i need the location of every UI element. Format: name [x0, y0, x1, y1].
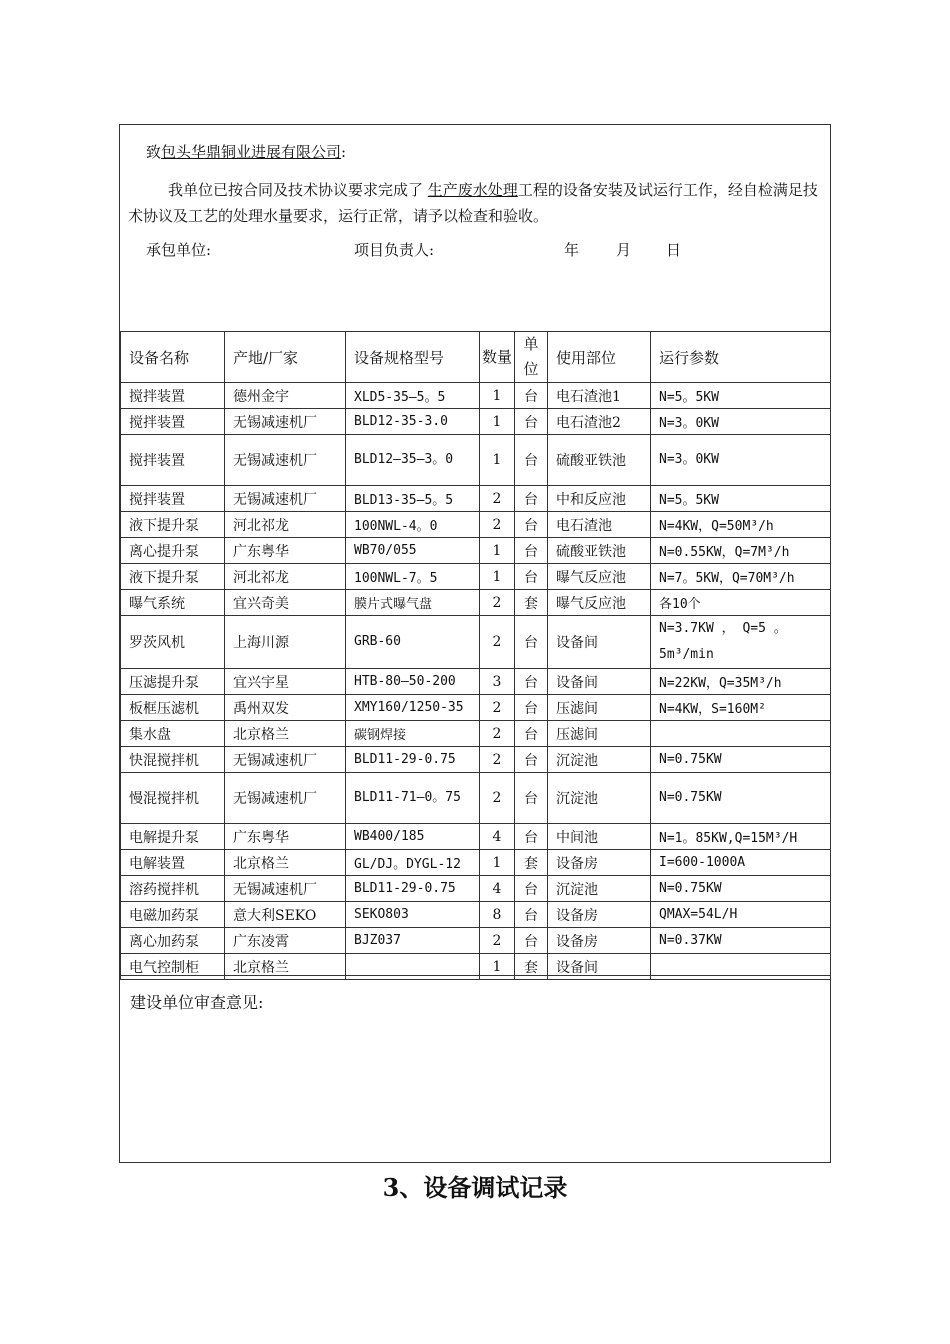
cell-params — [651, 721, 831, 747]
cell-name: 曝气系统 — [121, 590, 225, 616]
cell-location: 压滤间 — [548, 721, 651, 747]
cell-location: 硫酸亚铁池 — [548, 538, 651, 564]
cell-unit: 台 — [515, 538, 548, 564]
header-params: 运行参数 — [651, 332, 831, 383]
table-row — [121, 435, 831, 486]
cell-qty: 1 — [480, 564, 515, 590]
salutation-prefix: 致 — [146, 143, 162, 161]
cell-unit: 台 — [515, 747, 548, 773]
cell-location: 电石渣池 — [548, 512, 651, 538]
cell-name: 板框压滤机 — [121, 695, 225, 721]
cell-model: HTB-80—50-200 — [346, 669, 480, 695]
cell-model: XMY160/1250-35 — [346, 695, 480, 721]
cell-qty: 1 — [480, 954, 515, 980]
body-pre: 我单位已按合同及技术协议要求完成了 — [168, 181, 424, 199]
cell-model: BLD12—35—3。0 — [346, 435, 480, 486]
table-row — [121, 486, 831, 512]
cell-qty: 2 — [480, 747, 515, 773]
cell-origin: 意大利SEKO — [225, 902, 346, 928]
cell-unit: 台 — [515, 902, 548, 928]
cell-qty: 2 — [480, 928, 515, 954]
cell-origin: 北京格兰 — [225, 721, 346, 747]
cell-params: N=1。85KW,Q=15M³/H — [651, 824, 831, 850]
cell-location: 设备间 — [548, 616, 651, 669]
cell-model: 100NWL-4。0 — [346, 512, 480, 538]
table-row — [121, 409, 831, 435]
cell-qty: 4 — [480, 824, 515, 850]
cell-qty: 2 — [480, 773, 515, 824]
cell-qty: 1 — [480, 538, 515, 564]
cell-model: BLD11-71—0。75 — [346, 773, 480, 824]
cell-location: 压滤间 — [548, 695, 651, 721]
cell-unit: 套 — [515, 954, 548, 980]
cell-model: BLD13-35—5。5 — [346, 486, 480, 512]
cell-model: 碳钢焊接 — [346, 721, 480, 747]
cell-origin: 无锡减速机厂 — [225, 773, 346, 824]
body-post: 工程的设备安装及试运行工作，经自检满足技术协议及工艺的处理水量要求，运行正常，请予以检查和验收。 — [128, 181, 818, 225]
signature-row — [146, 239, 806, 261]
contractor-label: 承包单位: — [146, 241, 212, 259]
cell-location: 设备房 — [548, 928, 651, 954]
cell-location: 设备房 — [548, 902, 651, 928]
cell-name: 离心加药泵 — [121, 928, 225, 954]
salutation-suffix: : — [341, 143, 347, 161]
cell-unit: 台 — [515, 512, 548, 538]
table-row — [121, 695, 831, 721]
cell-params: N=22KW，Q=35M³/h — [651, 669, 831, 695]
table-row — [121, 773, 831, 824]
cell-qty: 2 — [480, 695, 515, 721]
cell-origin: 无锡减速机厂 — [225, 486, 346, 512]
cell-qty: 1 — [480, 383, 515, 409]
cell-unit: 台 — [515, 773, 548, 824]
cell-qty: 1 — [480, 850, 515, 876]
table-row — [121, 538, 831, 564]
header-qty: 数量 — [480, 332, 515, 383]
cell-location: 沉淀池 — [548, 747, 651, 773]
cell-unit: 台 — [515, 721, 548, 747]
cell-unit: 套 — [515, 590, 548, 616]
header-origin: 产地/厂家 — [225, 332, 346, 383]
cell-params: N=4KW，Q=50M³/h — [651, 512, 831, 538]
cell-location: 曝气反应池 — [548, 564, 651, 590]
cell-location: 设备房 — [548, 850, 651, 876]
cell-params: N=0.75KW — [651, 747, 831, 773]
cell-params: N=3。0KW — [651, 435, 831, 486]
equipment-table — [120, 331, 831, 980]
cell-model: WB70/055 — [346, 538, 480, 564]
cell-params: N=0.75KW — [651, 773, 831, 824]
cell-location: 沉淀池 — [548, 876, 651, 902]
cell-location: 中和反应池 — [548, 486, 651, 512]
cell-qty: 1 — [480, 435, 515, 486]
form-frame — [119, 124, 831, 1163]
table-row — [121, 383, 831, 409]
cell-location: 电石渣池1 — [548, 383, 651, 409]
cell-location: 曝气反应池 — [548, 590, 651, 616]
cell-params: 各10个 — [651, 590, 831, 616]
cell-params: N=3。0KW — [651, 409, 831, 435]
cell-name: 溶药搅拌机 — [121, 876, 225, 902]
cell-unit: 台 — [515, 876, 548, 902]
table-row — [121, 747, 831, 773]
cell-qty: 2 — [480, 721, 515, 747]
year-label: 年 — [564, 241, 580, 259]
project-name: 生产废水处理 — [427, 181, 518, 199]
cell-model: 100NWL-7。5 — [346, 564, 480, 590]
cell-origin: 无锡减速机厂 — [225, 876, 346, 902]
cell-model: GRB-60 — [346, 616, 480, 669]
cell-name: 电解提升泵 — [121, 824, 225, 850]
table-row — [121, 512, 831, 538]
table-row — [121, 721, 831, 747]
cell-origin: 无锡减速机厂 — [225, 409, 346, 435]
cell-unit: 台 — [515, 409, 548, 435]
cell-model: BJZ037 — [346, 928, 480, 954]
cell-model: XLD5-35—5。5 — [346, 383, 480, 409]
cell-unit: 台 — [515, 928, 548, 954]
cell-name: 液下提升泵 — [121, 512, 225, 538]
cell-name: 压滤提升泵 — [121, 669, 225, 695]
cell-model: GL/DJ。DYGL-12 — [346, 850, 480, 876]
cell-params: QMAX=54L/H — [651, 902, 831, 928]
cell-origin: 无锡减速机厂 — [225, 435, 346, 486]
table-row — [121, 616, 831, 669]
review-label: 建设单位审查意见: — [130, 993, 264, 1012]
cell-params: N=5。5KW — [651, 486, 831, 512]
cell-name: 慢混搅拌机 — [121, 773, 225, 824]
cell-name: 液下提升泵 — [121, 564, 225, 590]
cell-origin: 河北祁龙 — [225, 564, 346, 590]
cell-origin: 德州金宇 — [225, 383, 346, 409]
cell-name: 罗茨风机 — [121, 616, 225, 669]
table-row — [121, 902, 831, 928]
cell-unit: 台 — [515, 669, 548, 695]
cell-name: 搅拌装置 — [121, 435, 225, 486]
cell-params: N=4KW，S=160M² — [651, 695, 831, 721]
cell-params: I=600-1000A — [651, 850, 831, 876]
header-name: 设备名称 — [121, 332, 225, 383]
cell-qty: 2 — [480, 512, 515, 538]
cell-unit: 台 — [515, 486, 548, 512]
table-row — [121, 590, 831, 616]
cell-params: N=7。5KW，Q=70M³/h — [651, 564, 831, 590]
cell-model: BLD11-29-0.75 — [346, 747, 480, 773]
cell-qty: 3 — [480, 669, 515, 695]
table-row — [121, 876, 831, 902]
cell-unit: 台 — [515, 383, 548, 409]
letter-section — [120, 125, 830, 331]
cell-unit: 套 — [515, 850, 548, 876]
cell-params: N=0.55KW，Q=7M³/h — [651, 538, 831, 564]
cell-origin: 禹州双发 — [225, 695, 346, 721]
cell-model: BLD11-29-0.75 — [346, 876, 480, 902]
cell-name: 集水盘 — [121, 721, 225, 747]
table-header-row — [121, 332, 831, 383]
cell-origin: 宜兴奇美 — [225, 590, 346, 616]
cell-name: 电解装置 — [121, 850, 225, 876]
cell-params: N=5。5KW — [651, 383, 831, 409]
cell-name: 搅拌装置 — [121, 409, 225, 435]
cell-unit: 台 — [515, 616, 548, 669]
cell-qty: 8 — [480, 902, 515, 928]
day-label: 日 — [666, 241, 682, 259]
cell-qty: 2 — [480, 590, 515, 616]
cell-unit: 台 — [515, 435, 548, 486]
cell-origin: 宜兴宇星 — [225, 669, 346, 695]
month-label: 月 — [616, 241, 632, 259]
header-location: 使用部位 — [548, 332, 651, 383]
cell-name: 电气控制柜 — [121, 954, 225, 980]
cell-params: N=3.7KW ， Q=5 。 5m³/min — [651, 616, 831, 669]
cell-params: N=0.37KW — [651, 928, 831, 954]
cell-params: N=0.75KW — [651, 876, 831, 902]
manager-label: 项目负责人: — [354, 241, 435, 259]
cell-qty: 2 — [480, 486, 515, 512]
cell-qty: 4 — [480, 876, 515, 902]
cell-qty: 2 — [480, 616, 515, 669]
letter-body — [128, 177, 818, 229]
cell-origin: 上海川源 — [225, 616, 346, 669]
cell-model: SEKO803 — [346, 902, 480, 928]
cell-location: 中间池 — [548, 824, 651, 850]
cell-origin: 广东粤华 — [225, 538, 346, 564]
cell-unit: 台 — [515, 564, 548, 590]
cell-origin: 广东凌霄 — [225, 928, 346, 954]
salutation — [146, 141, 346, 162]
cell-origin: 北京格兰 — [225, 850, 346, 876]
cell-model: 膜片式曝气盘 — [346, 590, 480, 616]
cell-location: 硫酸亚铁池 — [548, 435, 651, 486]
cell-origin: 河北祁龙 — [225, 512, 346, 538]
cell-model: WB400/185 — [346, 824, 480, 850]
cell-name: 搅拌装置 — [121, 486, 225, 512]
cell-model: BLD12-35-3.0 — [346, 409, 480, 435]
table-row — [121, 564, 831, 590]
cell-name: 离心提升泵 — [121, 538, 225, 564]
cell-origin: 北京格兰 — [225, 954, 346, 980]
table-row — [121, 669, 831, 695]
cell-qty: 1 — [480, 409, 515, 435]
table-row — [121, 850, 831, 876]
company-name: 包头华鼎铜业进展有限公司 — [161, 143, 342, 161]
header-model: 设备规格型号 — [346, 332, 480, 383]
cell-name: 电磁加药泵 — [121, 902, 225, 928]
header-unit: 单位 — [515, 332, 548, 383]
cell-name: 快混搅拌机 — [121, 747, 225, 773]
review-section — [120, 975, 830, 1163]
cell-location: 设备间 — [548, 669, 651, 695]
cell-origin: 无锡减速机厂 — [225, 747, 346, 773]
table-row — [121, 824, 831, 850]
cell-unit: 台 — [515, 695, 548, 721]
cell-location: 设备间 — [548, 954, 651, 980]
section-caption: 3、设备调试记录 — [382, 1173, 568, 1202]
cell-name: 搅拌装置 — [121, 383, 225, 409]
cell-location: 沉淀池 — [548, 773, 651, 824]
cell-location: 电石渣池2 — [548, 409, 651, 435]
cell-origin: 广东粤华 — [225, 824, 346, 850]
cell-unit: 台 — [515, 824, 548, 850]
table-row — [121, 928, 831, 954]
